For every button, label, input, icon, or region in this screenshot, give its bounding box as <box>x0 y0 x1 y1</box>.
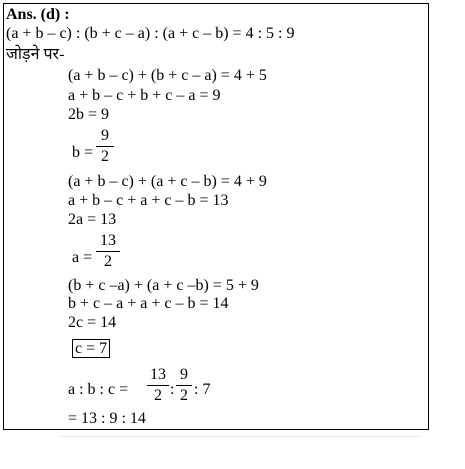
a-fraction <box>96 232 120 271</box>
a-lhs: a = <box>72 249 93 266</box>
ratio-fraction-a <box>147 366 169 405</box>
b-numerator: 9 <box>101 127 109 144</box>
b-lhs: b = <box>72 144 94 161</box>
faint-scan-line <box>60 436 420 437</box>
answer-label: Ans. (d) : <box>6 6 70 23</box>
ratio-fraction-b <box>176 366 192 405</box>
final-ratio: = 13 : 9 : 14 <box>68 410 146 427</box>
equation-line: a + b – c + b + c – a = 9 <box>68 87 221 104</box>
ratio-denominator-a: 2 <box>154 387 162 404</box>
equation-line: a + b – c + a + c – b = 13 <box>68 192 229 209</box>
equation-line: 2c = 14 <box>68 314 117 331</box>
fraction-bar <box>96 146 114 147</box>
a-denominator: 2 <box>104 253 112 270</box>
c-result: c = 7 <box>72 339 110 358</box>
equation-line: (a + b – c) + (a + c – b) = 4 + 9 <box>68 173 267 190</box>
ratio-denominator-b: 2 <box>180 387 188 404</box>
fraction-bar <box>96 251 120 252</box>
ratio-lhs: a : b : c = <box>68 381 129 398</box>
c-result-box <box>72 340 110 358</box>
equation-line: (a + b – c) + (b + c – a) = 4 + 5 <box>68 67 267 84</box>
fraction-bar <box>176 385 192 386</box>
ratio-numerator-b: 9 <box>180 366 188 383</box>
equation-line: (b + c –a) + (a + c –b) = 5 + 9 <box>68 277 259 294</box>
equation-line: 2b = 9 <box>68 106 110 123</box>
equation-line: b + c – a + a + c – b = 14 <box>68 295 229 312</box>
ratio-numerator-a: 13 <box>150 366 166 383</box>
given-ratio: (a + b – c) : (b + c – a) : (a + c – b) = 4 : 5 : 9 <box>6 25 295 42</box>
equation-line: 2a = 13 <box>68 211 117 228</box>
adding-label: जोड़ने पर- <box>6 46 65 63</box>
b-fraction <box>96 127 114 166</box>
a-numerator: 13 <box>100 232 116 249</box>
ratio-tail: : 7 <box>194 381 211 398</box>
ratio-separator: : <box>170 381 175 398</box>
fraction-bar <box>147 385 169 386</box>
b-denominator: 2 <box>101 148 109 165</box>
